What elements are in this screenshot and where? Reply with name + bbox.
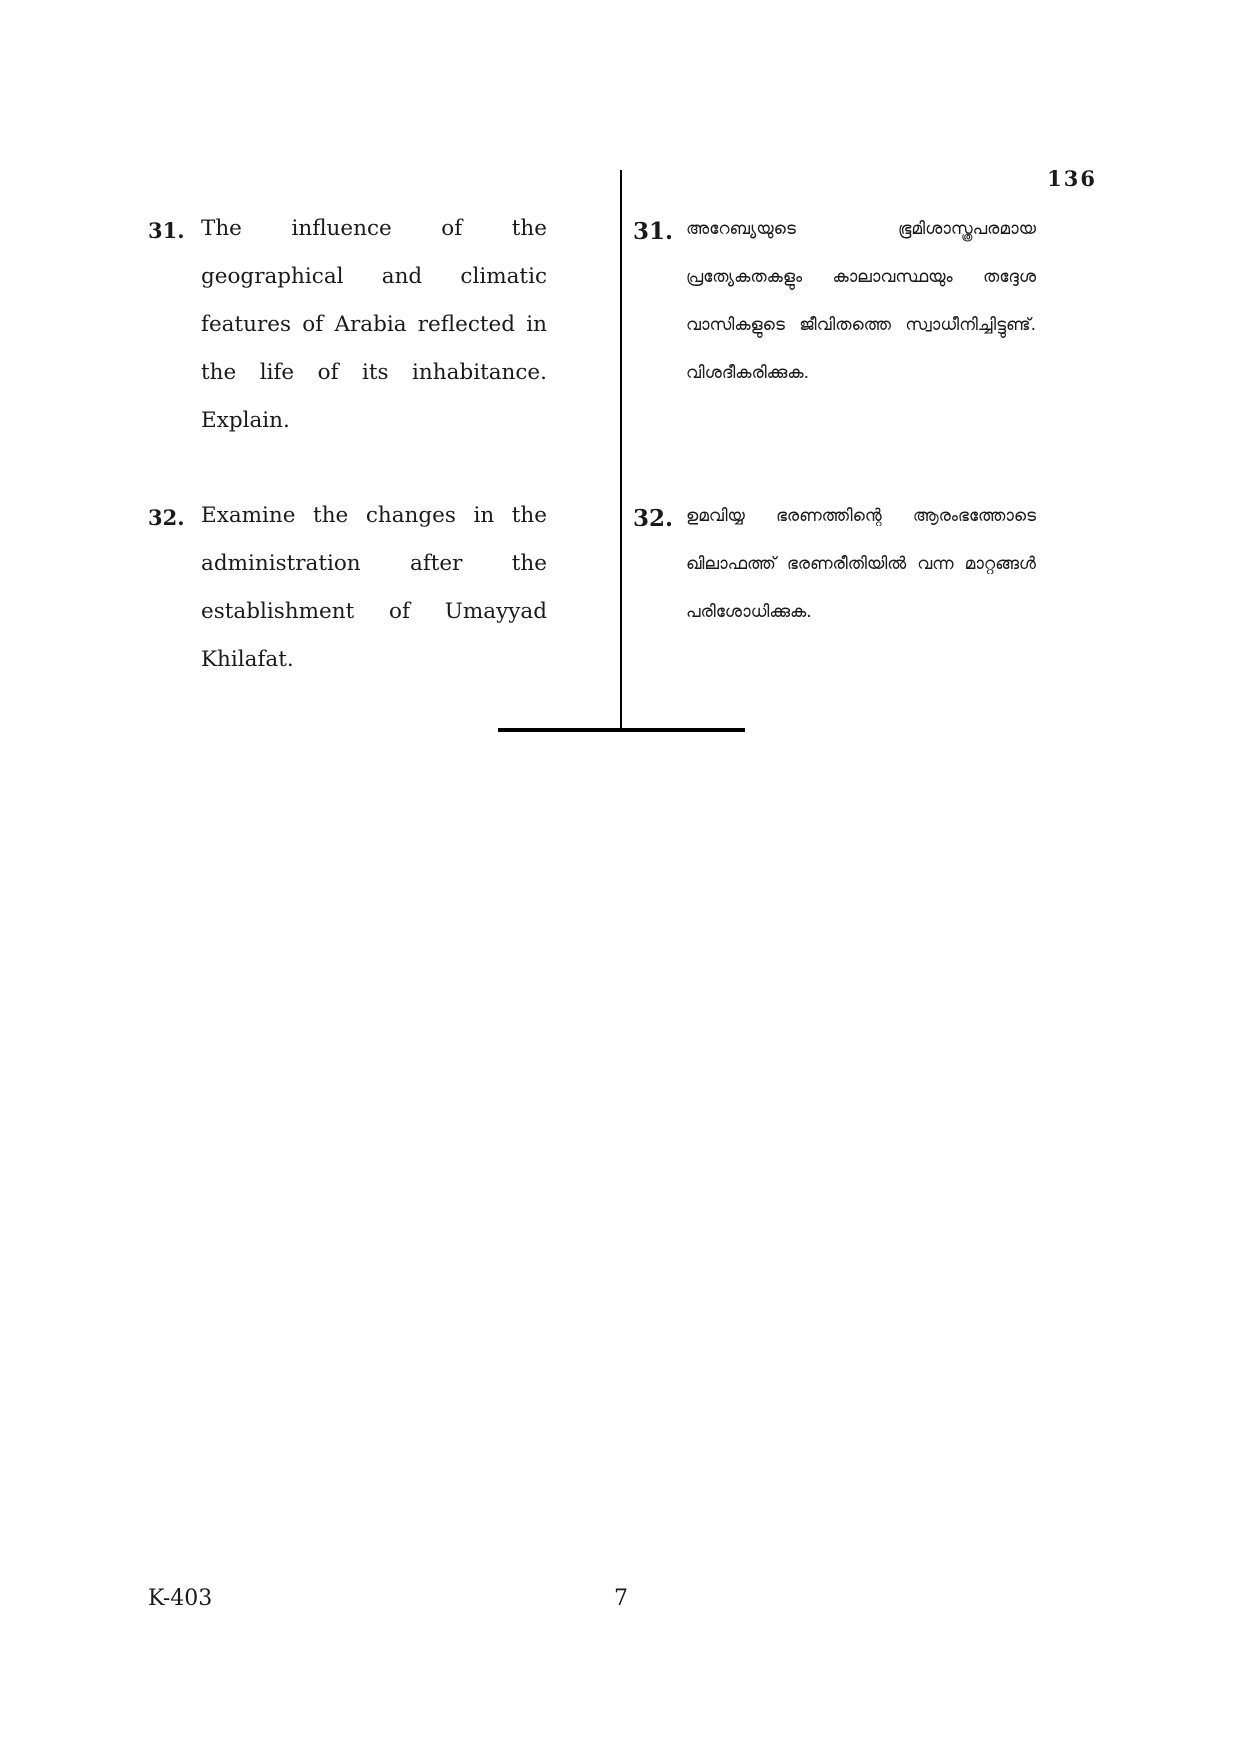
question-number: 32. [148,505,185,530]
end-rule [498,728,745,732]
page-number: 7 [614,1586,628,1611]
paper-code: 136 [1047,166,1097,191]
question-text: ഉമവിയ്യ ഭരണത്തിന്റെ ആരംഭത്തോടെ ഖിലാഫത്ത് ഭരണരീതിയിൽ വന്ന മാറ്റങ്ങൾ പരിശോധിക്കുക. [686,506,1036,622]
question-number: 31. [148,218,185,243]
footer-code: K-403 [148,1586,213,1611]
question-number: 31. [633,218,674,245]
question-number: 32. [633,505,674,532]
question-text: Examine the changes in the administration after the establishment of Umayyad Khilafat. [201,503,547,672]
question-text: The influence of the geographical and climatic features of Arabia reflected in the life of its inhabitance. Explain. [201,216,547,433]
column-divider [620,170,622,730]
question-text: അറേബ്യയുടെ ഭൂമിശാസ്ത്രപരമായ പ്രത്യേകതകളും കാലാവസ്ഥയും തദ്ദേശ വാസികളുടെ ജീവിതത്തെ സ്വാധീനിച്ചിട്ടുണ്ട്. വിശദീകരിക്കുക. [686,219,1036,383]
